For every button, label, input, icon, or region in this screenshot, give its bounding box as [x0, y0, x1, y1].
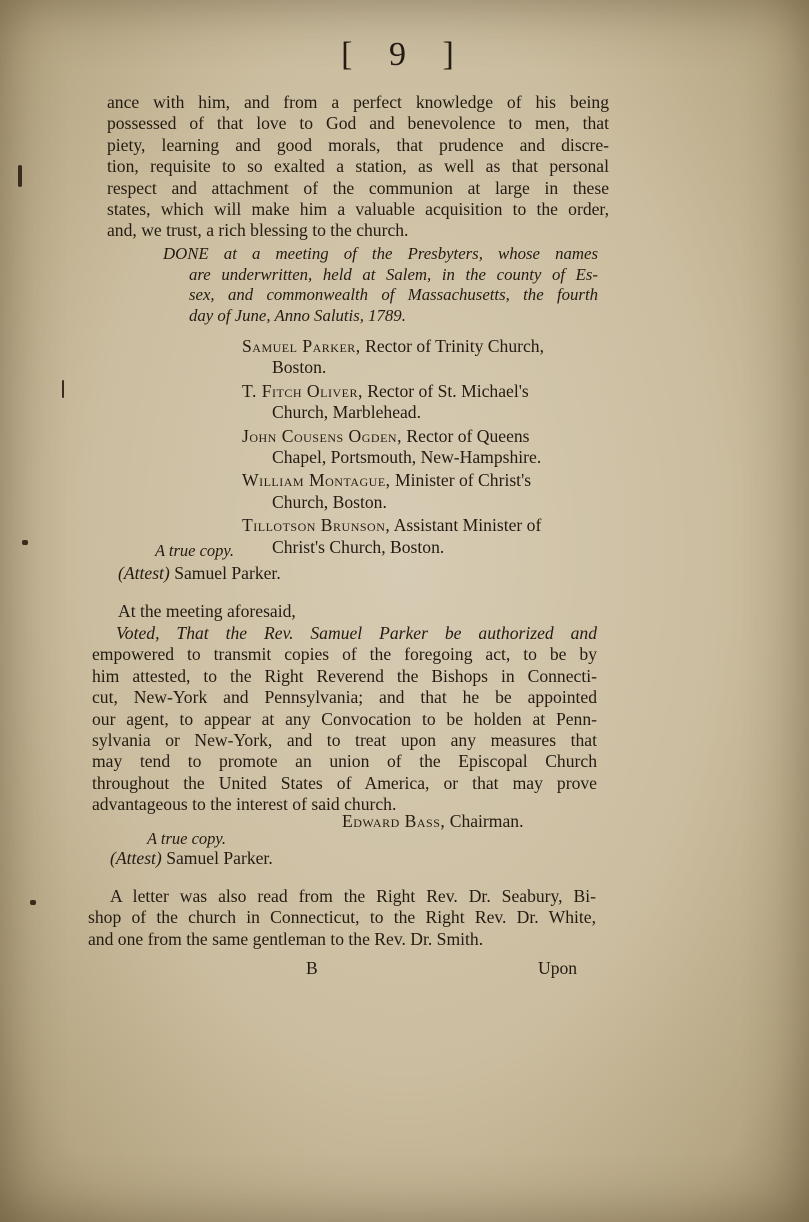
text-line: and, we trust, a rich blessing to the church. — [107, 220, 409, 241]
text-line: advantageous to the interest of said church. — [92, 794, 397, 815]
attest-copy: A true copy. — [155, 541, 234, 560]
signatory-name: Tillotson Brunson, — [242, 515, 391, 536]
text-line — [92, 623, 597, 644]
text-line: DONE at a meeting of the Presbyters, whose names — [163, 244, 598, 263]
signatory — [242, 381, 612, 424]
page-number: [ 9 ] — [341, 36, 468, 73]
attest-copy: A true copy. — [147, 829, 226, 848]
text-line: throughout the United States of America, or that may prove — [92, 772, 597, 793]
signatory-title: Assistant Minister of — [393, 515, 542, 536]
voted-paragraph — [92, 623, 597, 816]
attest-line — [110, 848, 273, 869]
signatory-name: Samuel Parker, — [242, 336, 361, 356]
text-line: may tend to promote an union of the Episcopal Church — [92, 751, 597, 772]
signatory-title: Rector of Queens — [406, 425, 530, 446]
text-line: ance with him, and from a perfect knowledge of his being — [107, 92, 609, 112]
text-line: day of June, Anno Salutis, 1789. — [189, 305, 406, 325]
text-line: tion, requisite to so exalted a station, as well as that personal — [107, 156, 609, 177]
signatory — [242, 426, 612, 469]
ink-blemish — [22, 540, 28, 545]
attest-line — [118, 563, 281, 584]
signatory — [242, 470, 612, 513]
text-line: cut, New-York and Pennsylvania; and that he be appointed — [92, 687, 597, 708]
attest-label: (Attest) — [110, 848, 162, 868]
signatory-title: Rector of St. Michael's — [367, 380, 529, 401]
attest-name: Samuel Parker. — [174, 563, 281, 583]
signatory-name: T. Fitch Oliver, — [242, 380, 363, 401]
text-line: piety, learning and good morals, that prudence and discre- — [107, 134, 609, 155]
signatory — [242, 336, 612, 379]
signatory-name: John Cousens Ogden, — [242, 425, 402, 446]
catchword: Upon — [538, 958, 578, 978]
chairman-name: Edward Bass, — [342, 811, 446, 831]
chairman-role: Chairman. — [449, 811, 524, 831]
attest-name: Samuel Parker. — [166, 848, 273, 868]
text-line: him attested, to the Right Reverend the Bishops in Connecti- — [92, 665, 597, 686]
text-line: respect and attachment of the communion at large in these — [107, 177, 609, 198]
signatory-name: William Montague, — [242, 470, 391, 491]
signatory-title-cont: Church, Marblehead. — [272, 402, 422, 423]
text-line: sex, and commonwealth of Massachusetts, the fourth — [189, 285, 598, 305]
ink-blemish — [18, 165, 22, 187]
signatory-list — [242, 336, 612, 558]
ink-blemish — [30, 900, 36, 905]
signatory-title-cont: Chapel, Portsmouth, New-Hampshire. — [272, 447, 542, 468]
chairman-line — [342, 811, 523, 832]
text-line: empowered to transmit copies of the foregoing act, to be by — [92, 644, 597, 665]
text-line: are underwritten, held at Salem, in the county of Es- — [189, 264, 598, 284]
done-paragraph — [163, 244, 598, 326]
text-line: states, which will make him a valuable acquisition to the order, — [107, 199, 609, 220]
letter-paragraph — [88, 886, 596, 950]
signatory-title-cont: Church, Boston. — [272, 491, 387, 512]
attest-label: (Attest) — [118, 563, 170, 583]
text-line: our agent, to appear at any Convocation to be holden at Penn- — [92, 708, 597, 729]
text-line: A letter was also read from the Right Rev. Dr. Seabury, Bi- — [110, 886, 596, 906]
text-line: possessed of that love to God and benevolence to men, that — [107, 113, 609, 134]
text-line: and one from the same gentleman to the Rev. Dr. Smith. — [88, 928, 484, 949]
text-line: sylvania or New-York, and to treat upon any measures that — [92, 730, 597, 751]
ink-blemish — [62, 380, 64, 398]
signatory-title-cont: Christ's Church, Boston. — [272, 536, 445, 557]
opening-paragraph — [107, 92, 609, 242]
signature-mark: B — [306, 958, 318, 978]
signatory — [242, 515, 612, 558]
signatory-title: Minister of Christ's — [394, 470, 532, 491]
text-line-content: Voted, That the Rev. Samuel Parker be authorized and — [116, 623, 597, 643]
signatory-title-cont: Boston. — [272, 357, 327, 378]
text-line: shop of the church in Connecticut, to the Right Rev. Dr. White, — [88, 907, 596, 928]
signatory-title: Rector of Trinity Church, — [365, 336, 544, 356]
meeting-intro: At the meeting aforesaid, — [118, 601, 296, 621]
